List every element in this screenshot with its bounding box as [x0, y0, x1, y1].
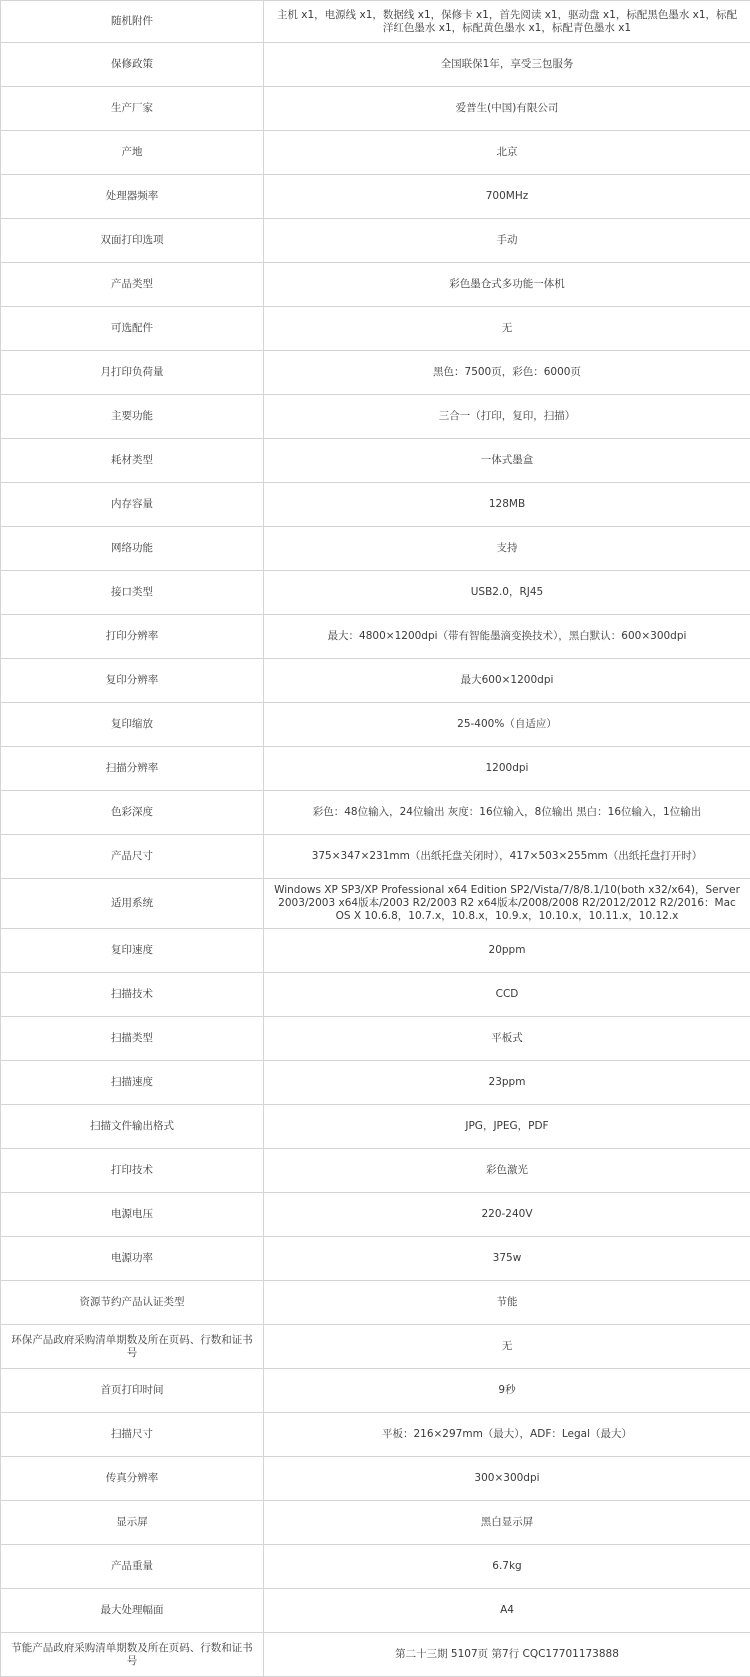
table-row: [1, 131, 750, 175]
spec-label: 产品尺寸: [1, 835, 264, 879]
spec-label: 接口类型: [1, 571, 264, 615]
spec-label: 扫描尺寸: [1, 1413, 264, 1457]
spec-label: 产品类型: [1, 263, 264, 307]
spec-label: 产地: [1, 131, 264, 175]
table-row: [1, 659, 750, 703]
spec-label: 月打印负荷量: [1, 351, 264, 395]
table-row: [1, 615, 750, 659]
spec-label: 节能产品政府采购清单期数及所在页码、行数和证书号: [1, 1633, 264, 1677]
spec-label: 网络功能: [1, 527, 264, 571]
spec-label: 扫描速度: [1, 1061, 264, 1105]
table-row: [1, 1149, 750, 1193]
table-row: [1, 219, 750, 263]
spec-label: 复印分辨率: [1, 659, 264, 703]
table-row: [1, 1, 750, 43]
table-row: [1, 1281, 750, 1325]
table-row: [1, 1589, 750, 1633]
spec-value: 第二十三期 5107页 第7行 CQC17701173888: [264, 1633, 750, 1677]
table-row: [1, 439, 750, 483]
spec-value: 25-400%（自适应）: [264, 703, 750, 747]
spec-value: 9秒: [264, 1369, 750, 1413]
spec-label: 处理器频率: [1, 175, 264, 219]
spec-value: 最大600×1200dpi: [264, 659, 750, 703]
spec-label: 扫描类型: [1, 1017, 264, 1061]
table-row: [1, 1237, 750, 1281]
table-row: [1, 351, 750, 395]
table-row: [1, 747, 750, 791]
spec-label: 扫描文件输出格式: [1, 1105, 264, 1149]
table-row: [1, 1501, 750, 1545]
table-row: [1, 973, 750, 1017]
table-row: [1, 1413, 750, 1457]
spec-value: 375w: [264, 1237, 750, 1281]
spec-value: A4: [264, 1589, 750, 1633]
spec-label: 保修政策: [1, 43, 264, 87]
spec-label: 电源电压: [1, 1193, 264, 1237]
table-row: [1, 307, 750, 351]
table-row: [1, 1017, 750, 1061]
table-row: [1, 263, 750, 307]
table-row: [1, 791, 750, 835]
table-row: [1, 1061, 750, 1105]
spec-value: CCD: [264, 973, 750, 1017]
spec-label: 产品重量: [1, 1545, 264, 1589]
spec-value: 375×347×231mm（出纸托盘关闭时），417×503×255mm（出纸托盘打开时）: [264, 835, 750, 879]
spec-label: 双面打印选项: [1, 219, 264, 263]
spec-value: 300×300dpi: [264, 1457, 750, 1501]
spec-label: 内存容量: [1, 483, 264, 527]
spec-value: 黑色：7500页，彩色：6000页: [264, 351, 750, 395]
spec-value: 6.7kg: [264, 1545, 750, 1589]
spec-label: 色彩深度: [1, 791, 264, 835]
spec-value: 220-240V: [264, 1193, 750, 1237]
spec-value: 彩色：48位输入，24位输出 灰度：16位输入，8位输出 黑白：16位输入，1位输出: [264, 791, 750, 835]
spec-label: 复印缩放: [1, 703, 264, 747]
spec-label: 最大处理幅面: [1, 1589, 264, 1633]
spec-value: 平板：216×297mm（最大），ADF：Legal（最大）: [264, 1413, 750, 1457]
spec-label: 随机附件: [1, 1, 264, 43]
spec-value: 无: [264, 1325, 750, 1369]
table-row: [1, 1325, 750, 1369]
table-row: [1, 527, 750, 571]
table-row: [1, 1193, 750, 1237]
table-row: [1, 483, 750, 527]
spec-label: 可选配件: [1, 307, 264, 351]
spec-label: 耗材类型: [1, 439, 264, 483]
spec-label: 环保产品政府采购清单期数及所在页码、行数和证书号: [1, 1325, 264, 1369]
spec-label: 扫描分辨率: [1, 747, 264, 791]
table-row: [1, 175, 750, 219]
spec-value: 节能: [264, 1281, 750, 1325]
spec-value: 主机 x1，电源线 x1，数据线 x1，保修卡 x1，首先阅读 x1，驱动盘 x1，标配黑色墨水 x1，标配洋红色墨水 x1，标配黄色墨水 x1，标配青色墨水 x1: [264, 1, 750, 43]
spec-label: 电源功率: [1, 1237, 264, 1281]
spec-value: 20ppm: [264, 929, 750, 973]
spec-value: 23ppm: [264, 1061, 750, 1105]
spec-label: 资源节约产品认证类型: [1, 1281, 264, 1325]
spec-table-body: [1, 1, 750, 1677]
table-row: [1, 1105, 750, 1149]
spec-value: 北京: [264, 131, 750, 175]
spec-value: 支持: [264, 527, 750, 571]
spec-label: 生产厂家: [1, 87, 264, 131]
table-row: [1, 1545, 750, 1589]
spec-label: 传真分辨率: [1, 1457, 264, 1501]
spec-label: 打印分辨率: [1, 615, 264, 659]
spec-label: 打印技术: [1, 1149, 264, 1193]
table-row: [1, 43, 750, 87]
spec-value: USB2.0，RJ45: [264, 571, 750, 615]
table-row: [1, 571, 750, 615]
spec-value: 最大：4800×1200dpi（带有智能墨滴变换技术），黑白默认：600×300dpi: [264, 615, 750, 659]
spec-value: 手动: [264, 219, 750, 263]
table-row: [1, 835, 750, 879]
spec-value: 一体式墨盒: [264, 439, 750, 483]
spec-value: 无: [264, 307, 750, 351]
table-row: [1, 929, 750, 973]
table-row: [1, 1457, 750, 1501]
spec-value: 彩色激光: [264, 1149, 750, 1193]
spec-label: 主要功能: [1, 395, 264, 439]
spec-label: 适用系统: [1, 879, 264, 929]
spec-value: JPG，JPEG，PDF: [264, 1105, 750, 1149]
table-row: [1, 703, 750, 747]
spec-label: 显示屏: [1, 1501, 264, 1545]
spec-value: 全国联保1年，享受三包服务: [264, 43, 750, 87]
spec-value: 128MB: [264, 483, 750, 527]
table-row: [1, 1369, 750, 1413]
spec-value: 三合一（打印，复印，扫描）: [264, 395, 750, 439]
table-row: [1, 87, 750, 131]
spec-value: 爱普生(中国)有限公司: [264, 87, 750, 131]
spec-label: 复印速度: [1, 929, 264, 973]
spec-value: 平板式: [264, 1017, 750, 1061]
spec-label: 首页打印时间: [1, 1369, 264, 1413]
spec-value: 黑白显示屏: [264, 1501, 750, 1545]
spec-value: 1200dpi: [264, 747, 750, 791]
spec-label: 扫描技术: [1, 973, 264, 1017]
spec-value: 700MHz: [264, 175, 750, 219]
table-row: [1, 1633, 750, 1677]
spec-value: Windows XP SP3/XP Professional x64 Edition SP2/Vista/7/8/8.1/10(both x32/x64)，Server 2003/2003 x64版本/2003 R2/2003 R2 x64版本/2008/2008 R2/2012/2012 R2/2016：Mac OS X 10.6.8，10.7.x，10.8.x，10.9.x，10.10.x，10.11.x，10.12.x: [264, 879, 750, 929]
table-row: [1, 879, 750, 929]
table-row: [1, 395, 750, 439]
spec-value: 彩色墨仓式多功能一体机: [264, 263, 750, 307]
